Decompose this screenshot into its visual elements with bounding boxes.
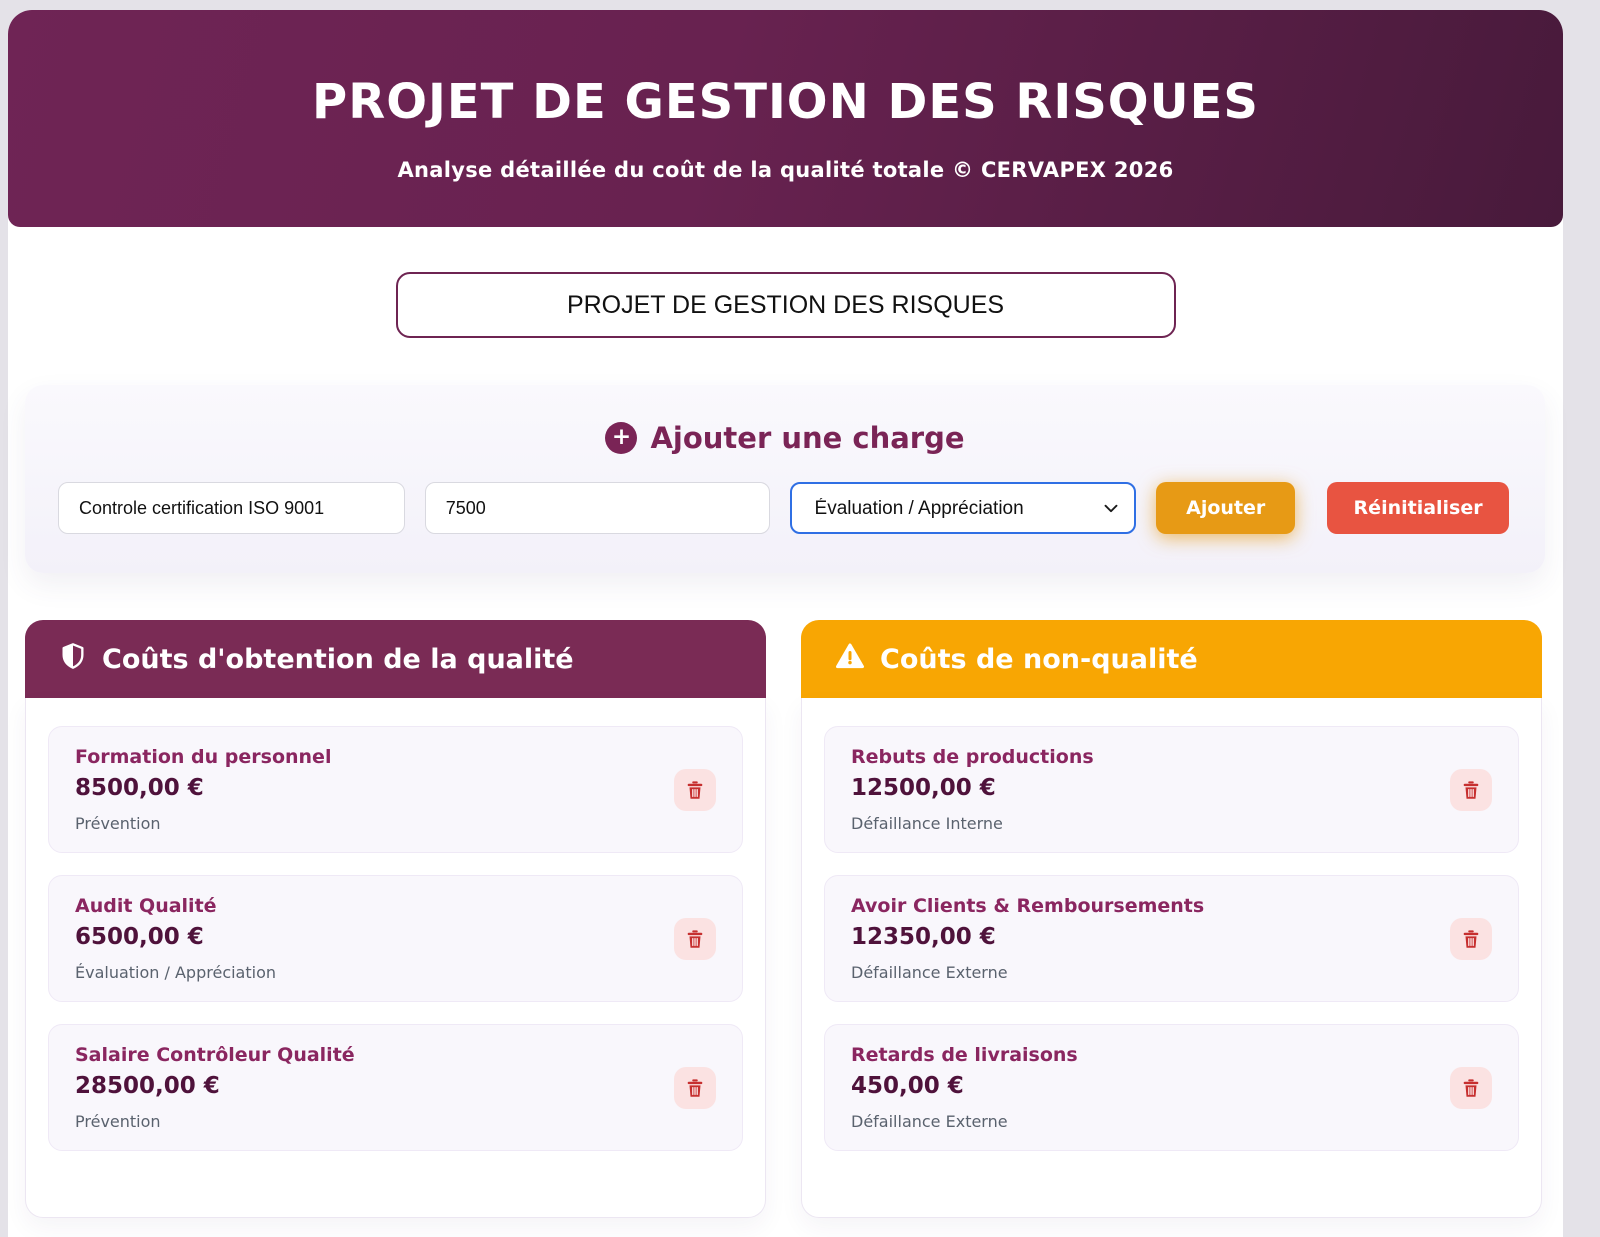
charge-amount: 450,00 € — [851, 1073, 964, 1099]
charge-item — [824, 726, 1519, 853]
warning-triangle-icon — [835, 642, 865, 677]
app-header — [8, 10, 1563, 227]
trash-icon — [684, 779, 706, 801]
add-charge-panel — [25, 385, 1545, 573]
charge-item — [824, 875, 1519, 1002]
charge-category: Prévention — [75, 814, 161, 833]
charge-name: Audit Qualité — [75, 895, 217, 917]
non-quality-costs-header — [801, 620, 1542, 698]
charge-category-select[interactable] — [790, 482, 1137, 534]
charge-category: Défaillance Externe — [851, 963, 1008, 982]
add-charge-form — [58, 482, 1509, 534]
charge-amount: 12500,00 € — [851, 775, 996, 801]
project-title-row — [8, 272, 1563, 338]
app-subtitle: Analyse détaillée du coût de la qualité totale © CERVAPEX 2026 — [397, 157, 1174, 182]
quality-costs-panel — [25, 620, 766, 1218]
cost-columns — [25, 620, 1542, 1218]
delete-charge-button[interactable] — [674, 918, 716, 960]
charge-item — [48, 1024, 743, 1151]
charge-name-input[interactable] — [58, 482, 405, 534]
charge-item-info — [851, 1044, 1078, 1131]
charge-item-info — [75, 746, 331, 833]
reset-button[interactable]: Réinitialiser — [1327, 482, 1509, 534]
charge-item — [48, 726, 743, 853]
project-title-input[interactable] — [396, 272, 1176, 338]
non-quality-costs-title: Coûts de non-qualité — [880, 643, 1198, 675]
charge-item — [48, 875, 743, 1002]
charge-amount: 8500,00 € — [75, 775, 204, 801]
charge-amount-input[interactable] — [425, 482, 770, 534]
plus-circle-icon: + — [605, 422, 637, 454]
main-card — [8, 10, 1563, 1237]
charge-item-info — [851, 746, 1094, 833]
charge-amount: 28500,00 € — [75, 1073, 220, 1099]
charge-name: Formation du personnel — [75, 746, 332, 768]
delete-charge-button[interactable] — [674, 769, 716, 811]
charge-amount: 12350,00 € — [851, 924, 996, 950]
quality-costs-header — [25, 620, 766, 698]
charge-name: Rebuts de productions — [851, 746, 1094, 768]
trash-icon — [684, 1077, 706, 1099]
trash-icon — [1460, 928, 1482, 950]
quality-costs-list — [25, 698, 766, 1218]
add-charge-heading — [25, 421, 1545, 455]
charge-name: Avoir Clients & Remboursements — [851, 895, 1205, 917]
shield-icon — [59, 641, 87, 678]
charge-item — [824, 1024, 1519, 1151]
charge-name: Retards de livraisons — [851, 1044, 1078, 1066]
charge-category: Prévention — [75, 1112, 161, 1131]
app-title: PROJET DE GESTION DES RISQUES — [312, 73, 1259, 130]
charge-name: Salaire Contrôleur Qualité — [75, 1044, 355, 1066]
trash-icon — [1460, 1077, 1482, 1099]
delete-charge-button[interactable] — [1450, 1067, 1492, 1109]
add-button[interactable]: Ajouter — [1156, 482, 1295, 534]
charge-amount: 6500,00 € — [75, 924, 204, 950]
add-charge-heading-label: Ajouter une charge — [650, 421, 965, 455]
delete-charge-button[interactable] — [1450, 769, 1492, 811]
charge-category: Défaillance Externe — [851, 1112, 1008, 1131]
charge-category: Défaillance Interne — [851, 814, 1003, 833]
charge-item-info — [75, 895, 276, 982]
delete-charge-button[interactable] — [674, 1067, 716, 1109]
trash-icon — [1460, 779, 1482, 801]
charge-item-info — [75, 1044, 355, 1131]
charge-item-info — [851, 895, 1204, 982]
non-quality-costs-panel — [801, 620, 1542, 1218]
quality-costs-title: Coûts d'obtention de la qualité — [102, 643, 574, 675]
charge-category: Évaluation / Appréciation — [75, 963, 277, 982]
non-quality-costs-list — [801, 698, 1542, 1218]
delete-charge-button[interactable] — [1450, 918, 1492, 960]
trash-icon — [684, 928, 706, 950]
charge-category-select-wrap — [790, 482, 1137, 534]
